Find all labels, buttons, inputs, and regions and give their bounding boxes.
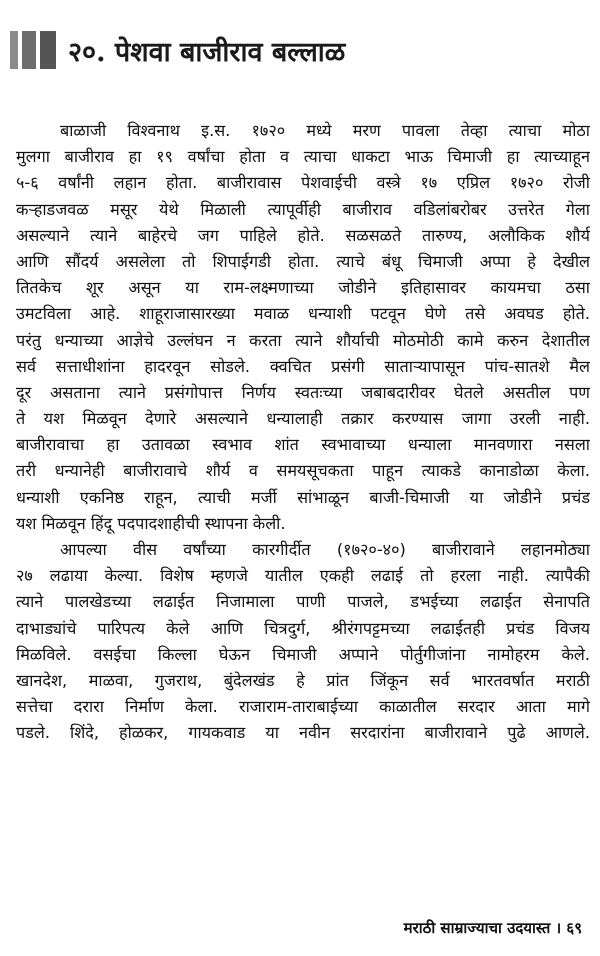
decorative-bar: [10, 31, 18, 69]
text-line: आपल्या वीस वर्षांच्या कारगीर्दीत (१७२०-४०) बाजीरावाने लहानमोठ्या: [60, 540, 590, 559]
decorative-bar: [40, 31, 56, 69]
paragraph-2: [16, 537, 590, 747]
text-line: ५-६ वर्षांनी लहान होता. बाजीरावास पेशवाईची वस्त्रे १७ एप्रिल १७२० रोजी: [16, 173, 590, 193]
text-line: तरी धन्यानेही बाजीरावाचे शौर्य व समयसूचकता पाहून त्याकडे कानाडोळा केला.: [16, 461, 590, 481]
text-line: पडले. शिंदे, होळकर, गायकवाड या नवीन सरदारांना बाजीरावाने पुढे आणले.: [16, 723, 590, 743]
text-line: यश मिळवून हिंदू पदपादशाहीची स्थापना केली.: [16, 513, 286, 533]
text-line: सत्तेचा दरारा निर्माण केला. राजाराम-ताराबाईच्या काळातील सरदार आता मागे: [16, 697, 590, 717]
text-line: असल्याने त्याने बाहेरचे जग पाहिले होते. सळसळते तारुण्य, अलौकिक शौर्य: [16, 225, 590, 245]
text-line: कऱ्हाडजवळ मसूर येथे मिळाली त्यापूर्वीही बाजीराव वडिलांबरोबर उत्तरेत गेला: [16, 199, 590, 219]
decorative-bar: [22, 31, 36, 69]
text-line: दाभाड्यांचे पारिपत्य केले आणि चित्रदुर्ग, श्रीरंगपट्टमच्या लढाईतही प्रचंड विजय: [16, 618, 590, 638]
text-line: बाळाजी विश्वनाथ इ.स. १७२० मध्ये मरण पावला तेव्हा त्याचा मोठा: [60, 121, 590, 140]
text-line: २७ लढाया केल्या. विशेष म्हणजे यातील एकही लढाई तो हरला नाही. त्यापैकी: [16, 566, 590, 586]
text-line: उमटविला आहे. शाहूराजासारख्या मवाळ धन्याशी पटवून घेणे तसे अवघड होते.: [16, 304, 590, 324]
text-line: खानदेश, माळवा, गुजराथ, बुंदेलखंड हे प्रांत जिंकून सर्व भारतवर्षात मराठी: [16, 670, 590, 690]
chapter-title: २०. पेशवा बाजीराव बल्लाळ: [68, 36, 346, 68]
paragraph-1: [16, 118, 590, 537]
text-line: धन्याशी एकनिष्ठ राहून, त्याची मर्जी सांभाळून बाजी-चिमाजी या जोडीने प्रचंड: [16, 487, 590, 507]
text-line: ते यश मिळवून देणारे असल्याने धन्यालाही तक्रार करण्यास जागा उरली नाही.: [16, 409, 590, 429]
decorative-bars: [10, 31, 56, 69]
text-line: तितकेच शूर असून या राम-लक्ष्मणाच्या जोडीने इतिहासावर कायमचा ठसा: [16, 278, 590, 298]
chapter-header: [10, 28, 345, 72]
text-line: दूर असताना त्याने प्रसंगोपात्त निर्णय स्वतःच्या जबाबदारीवर घेतले असतील पण: [16, 382, 590, 402]
text-line: त्याने पालखेडच्या लढाईत निजामाला पाणी पाजले, डभईच्या लढाईत सेनापति: [16, 592, 590, 612]
text-line: सर्व सत्ताधीशांना हादरवून सोडले. क्वचित प्रसंगी साताऱ्यापासून पांच-सातशे मैल: [16, 356, 590, 376]
text-line: परंतु धन्याच्या आज्ञेचे उल्लंघन न करता त्याने शौर्याची मोठमोठी कामे करुन देशातील: [16, 330, 590, 350]
text-line: आणि सौंदर्य असलेला तो शिपाईगडी होता. त्याचे बंधू चिमाजी अप्पा हे देखील: [16, 251, 590, 271]
text-line: मुलगा बाजीराव हा १९ वर्षांचा होता व त्याचा धाकटा भाऊ चिमाजी हा त्याच्याहून: [16, 147, 590, 167]
text-line: मिळविले. वसईचा किल्ला घेऊन चिमाजी अप्पाने पोर्तुगीजांना नामोहरम केले.: [16, 644, 590, 664]
text-line: बाजीरावाचा हा उतावळा स्वभाव शांत स्वभावाच्या धन्याला मानवणारा नसला: [16, 435, 590, 455]
page-footer: मराठी साम्राज्याचा उदयास्त । ६९: [403, 919, 582, 937]
body-text: [16, 118, 590, 747]
